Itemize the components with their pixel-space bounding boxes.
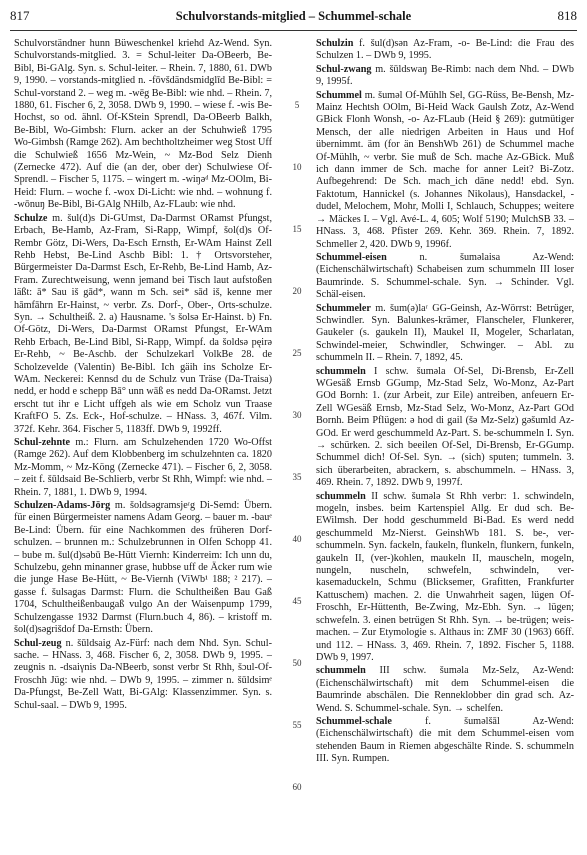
entry-text: m. šoldsəgramsjeʳg Di-Semd: Übern. für einen Bürgermeister namens Adam Georg. – bauer m. -bauᵉ Be-Lind: Übern. für eine Nachkommen des früheren Dorf-schulzen. – brunnen m.: Schulzebrunnen in Olfen Schopp 41. – bube m. šul(d)səbū Be-Hütt Viernh: Kinderreim: Ich unn du, Schulzebu, gehn minanner grase, hubbse uff de Äcker rum wie die junge Hase Be-Hütt, ~ Be-Viernh (ViWb¹ 188; ² 217). – gasse f. šulsagas Darmst: Flurn. die Schultheißen Bau Gaß 1704, Schultheißenbaugaß vulgo An der Waisenpump 1799, Schulzengasse 1932 Darmst (Flurn.buch 4, 86). – kristoff m. šol(d)səgrišdof Da-Ernsth: Übern. [14, 500, 272, 636]
entry-headword: schummeln [316, 665, 366, 677]
line-number: 10 [292, 162, 302, 172]
dictionary-entry [14, 213, 272, 436]
entry-text: I schw. šuməla Of-Sel, Di-Brensb, Er-Zell WGesäß Ernsb GGump, Mz-Stad Selz, Wo-Monz, Az-Part GOd Bornh: 1. (zur Arbeit, zur Eile) antreiben, anfeuern Er-Zell WGesäß Ernsb, Mz-Stad Selz, Wo-Monz, Az-Part GOd Bornh. Beim Pflügen: ə hod di gail (šə Mz-Selz) gəšumld Az-GOd. Er werd geschummeld Az-Part. S. be-schummeln I. Syn. → schürken. 2. sich beeilen Of-Sel, Di-Brensb, Er-GGump. Schummel dich! Of-Sel. Syn. → (sich) sputen; tummeln. 3. sich überarbeiten, abrackern, s. abschummeln. – HNass. 3, 469. Rhein. 7, 1892. DWb 9, 1997f. [316, 365, 574, 489]
line-number: 35 [292, 472, 302, 482]
line-number: 60 [292, 782, 302, 792]
entry-text: f. šul(d)sən Az-Fram, -o- Be-Lind: die Frau des Schulzen 1. – DWb 9, 1995. [316, 38, 574, 62]
entry-text: II schw. šumələ St Rhh verbr: 1. schwindeln, mogeln, insbes. beim Kartenspiel Allg. Er dud sch. Be-EWilmsh. Der hodd geschummeld Bi-Bad. Es werd nedd geschummeld Mz-Nierst. GeinshWb 181. S. be-, ver-schummeln. Syn. fackeln, faukeln, flunkeln, flunkern, funkeln, gaukeln II, (ver-)kohlen, maukeln II, mauscheln, mogeln, nungeln, nuscheln, schwefeln, schwindeln, ver-kasemaduckeln, Schmu (Blicksemer, Grafitten, Frankfurter Kattuschem) machen. 2. die Unwahrheit sagen, lügen Of-Froschh, Er-Hüttenth, Be-Zwing, Mz-Ebh. Syn. → lügen; schwefeln. 3. einen betrügen St Rhh. Syn. → be-trügen; weis-machen. – Zur Etymologie s. Althaus in: ZMF 30 (1963) 66ff. und 112. – HNass. 3, 469. Rhein. 7, 1892. Fischer 5, 1188. DWb 9, 1997. [316, 490, 574, 663]
line-number: 20 [292, 286, 302, 296]
right-column [316, 38, 574, 848]
line-number: 5 [294, 100, 300, 110]
line-number: 25 [292, 348, 302, 358]
dictionary-entry [14, 500, 272, 636]
entry-text: III schw. šuməla Mz-Selz, Az-Wend: (Eichenschälwirtschaft) mit dem Schummel-eisen die Baumrinde abschälen. Die Renneklobber din grad sch. Az-Wend. S. Schummel-schale. Syn. → schelfen. [316, 665, 574, 714]
dictionary-entry [14, 638, 272, 712]
dictionary-entry [316, 64, 574, 89]
entry-headword: Schul-zwang [316, 63, 372, 75]
page-number-left: 817 [10, 8, 30, 23]
entry-headword: Schummel-schale [316, 715, 392, 727]
dictionary-entry [14, 437, 272, 499]
entry-headword: Schulzen-Adams-Jörg [14, 500, 111, 512]
page-number-right: 818 [557, 8, 577, 23]
entry-text: m. šum(ə)laʳ GG-Geinsh, Az-Wörrst: Betrüger, Schwindler. Syn. Balunkes-krämer, Flanscheler, Flunkerer, Gaukeler (s. gaukeln II), Maukel II, Mogeler, Scharlatan, Schwindel-meier, Schwindler, Schwinger. – Abl. zu schummeln II. – Rhein. 7, 1892, 45. [316, 302, 574, 364]
entry-headword: Schul-zeug [14, 637, 62, 649]
dictionary-entry [316, 303, 574, 365]
line-number: 50 [292, 658, 302, 668]
line-number: 30 [292, 410, 302, 420]
entry-headword: Schul-zehnte [14, 437, 71, 448]
dictionary-entry [316, 716, 574, 766]
line-number: 40 [292, 534, 302, 544]
dictionary-entry [316, 665, 574, 715]
entry-headword: Schummeler [316, 302, 371, 314]
dictionary-entry [316, 366, 574, 490]
page-header [10, 8, 577, 31]
entry-headword: Schulzin [316, 38, 354, 49]
entry-text: Schulvorständner hunn Büweschenkel kriehd Az-Wend. Syn. Schulvorstands-mitglied. 3. = Schul-leiter Da-OBeerb, Be-Bibl, Bi-GAlg. Syn. s. Schul-leiter. – Rhein. 7, 1880, 61. DWb 9, 1990. – vorstands-mitglied n. -fōvšdändsmidglīd Be-Bibl: = Schul-vorstand 2. – weg m. -wēg Be-Bibl: wie nhd. – Rhein. 7, 1880, 61. Fischer 6, 2, 3058. DWb 9, 1990. – wiese f. -wis Be-Hochst, so od. ähnl. Of-KStein Sprendl, Da-OBeerb Balkh, Be-Bibl, Wo-Gimbsh: Flurn. acker an der Schuhwieß 1795 Wo-Gimbsh (Ramge 262). Am bechtholtzheimer weg Stost Uff die Schulwieß 1656 Mz-Wein, ~ Mz-Bod Selz Dienh (Zernecke 472). Auf die (an der, ober der) Schulwiese Of-Sprendl. – Fischer 5, 1175. – wingert m. -wiŋəᵈ Mz-OOlm, Bi-Heid: Flurn. – woche f. -wox Di-Licht: wie nhd. – wohnung f. -wōnuŋ Be-Bibl, Bi-GAlg NHilb, Az-FLaub: wie nhd. [14, 38, 272, 211]
entry-headword: Schummel-eisen [316, 251, 387, 263]
dictionary-entry [316, 252, 574, 302]
running-title: Schulvorstands-mitglied – Schummel-schale [175, 9, 412, 23]
entry-text: m. šūldswaŋ Be-Rimb: nach dem Nhd. – DWb 9, 1995f. [316, 63, 574, 88]
entry-text: n. šuməlaisa Az-Wend: (Eichenschälwirtschaft) Schabeisen zum schummeln III loser Baumrinde. S. Schummel-schale. Syn. → Schinder. Vgl. Schäl-eisen. [316, 251, 574, 301]
entry-headword: Schummel [316, 89, 362, 101]
entry-text: m.: Flurn. am Schulzehenden 1720 Wo-Offst (Ramge 262). Auf dem Klobbenberg im schulzehnten ca. 1820 Mz-Momm, ~ Mz-Köng (Zernecke 471). – Fischer 6, 2, 3058. – zeit f. šūldsaid Be-Schlierb, verbr St Rhh, Wimpf: wie nhd. – Rhein. 7, 1881, 1. DWb 9, 1994. [14, 437, 272, 498]
line-number: 15 [292, 224, 302, 234]
entry-headword: schummeln [316, 490, 366, 502]
dictionary-entry [14, 38, 272, 212]
dictionary-entry [316, 491, 574, 665]
entry-text: n. šūldsaig Az-Fürf: nach dem Nhd. Syn. Schul-sache. – HNass. 3, 468. Fischer 6, 2, 3058. DWb 9, 1995. – zeugnis n. -dsaiγnis Da-NBeerb, sonst verbr St Rhh, šɔul-Of-Froschh Jüg: wie nhd. – DWb 9, 1995. – zimmer n. šūldsimᵉ Da-Pfungst, Be-Zell Watt, Bi-GAlg: Klassenzimmer. Syn. s. Schul-saal. – DWb 9, 1995. [14, 637, 272, 711]
entry-text: m. šul(d)s Di-GUmst, Da-Darmst ORamst Pfungst, Erbach, Be-Hamb, Az-Fram, Si-Rapp, Wimpf, šol(d)s Of-Rembr Götz, Di-Wers, Da-Esch Ernsth, Er-WAm Hainst Zell Rehb Hebst, Be-Lind Aschb Bibl: 1. † Ortsvorsteher, Bürgermeister Da-Darmst Esch, Er-Rehb, Be-Lind Hamb, Az-Fram. Zurechtweisung, wenn jemand bei Tisch laut aufstoßen läßt: ā* Sau iš gād*, wann m Sch. sei* sād iš, kenne mer hāmfāhrn Er-Hainst, ~ verbr. Zs. Dorf-, Ober-, Orts-schulze. Syn. → Schultheiß. 2. a) Hausname. 's šolsə Er-Hainst. b) Fn. Of-Götz, Di-Wers, Da-Darmst ORamst Pfungst, Er-WAm Rehb Erbach, Be-Lind Bibl, Si-Rapp, Wimpf. da šoldsə pęirə Er-Rehb, ~ Be-Aschb. der Schulzekarl VolkBe 28. de Scholzevelde (Valentin) Be-Bibl. Ich gäih ins Scholze Er-WAm. Neckerei: Kennsd du de Schulz vun Träse (Da-Traisa) nedd, er hodd e schepp Bā° unn wāß es nedd Da-ORamst. Jetzt erscht tut ihr e Licht uffgeh als wie em Scholz vun Traase KraftFO 5. Zs. Eck-, Hof-schulze. – HNass. 3, 467f. Vilm. 372f. Kehr. 364. Fischer 5, 1183ff. DWb 9, 1992ff. [14, 212, 272, 435]
entry-text: f. šuməlšāl Az-Wend: (Eichenschälwirtschaft) die mit dem Schummel-eisen vom stehenden Baum in Riemen abgeschälte Rinde. S. schummeln III. Syn. Rumpen. [316, 715, 574, 765]
line-number: 45 [292, 596, 302, 606]
line-number-gutter [286, 38, 308, 848]
entry-text: m. šuməl Of-Mühlh Sel, GG-Rüss, Be-Bensh, Mz-Mainz Hechtsh OOlm, Bi-Heid Wack Gaulsh Zotz, Az-Wend GBick Flonh Wonsh, -o- Az-FLaub (Heid § 269): gutmütiger Mensch, der alle niedrigen Arbeiten in Haus und Hof übernimmt. äm (for än BenshWb 261) de Schummel mache Of-Mühlh, ~ verbr. Sie muß de Sch. mache Az-GBick. Muß ich dann immer de Sch. mache for anner Leit? Bi-Zotz. Aufbegehrend: De Sch. mach_ich däne nedd! ebd. Syn. Faktotum, Hannickel (s. Johannes Nikolaus), Hansdackel, -dudel, Melochem, Mohr, Molli I, Schlauch, Schuppes; weitere → Mäckes I. – Vgl. Avé-L. 4, 605; Wolf 5190; MulchSB 33. – HNass. 3, 468. Pfister 269. Kehr. 369. Rhein. 7, 1892. Schmeller 2, 420. DWb 9, 1996f. [316, 89, 574, 250]
dictionary-entry [316, 90, 574, 251]
entry-headword: Schulze [14, 212, 48, 224]
left-column [14, 38, 272, 848]
dictionary-entry [316, 38, 574, 63]
entry-headword: schummeln [316, 365, 366, 377]
line-number: 55 [292, 720, 302, 730]
